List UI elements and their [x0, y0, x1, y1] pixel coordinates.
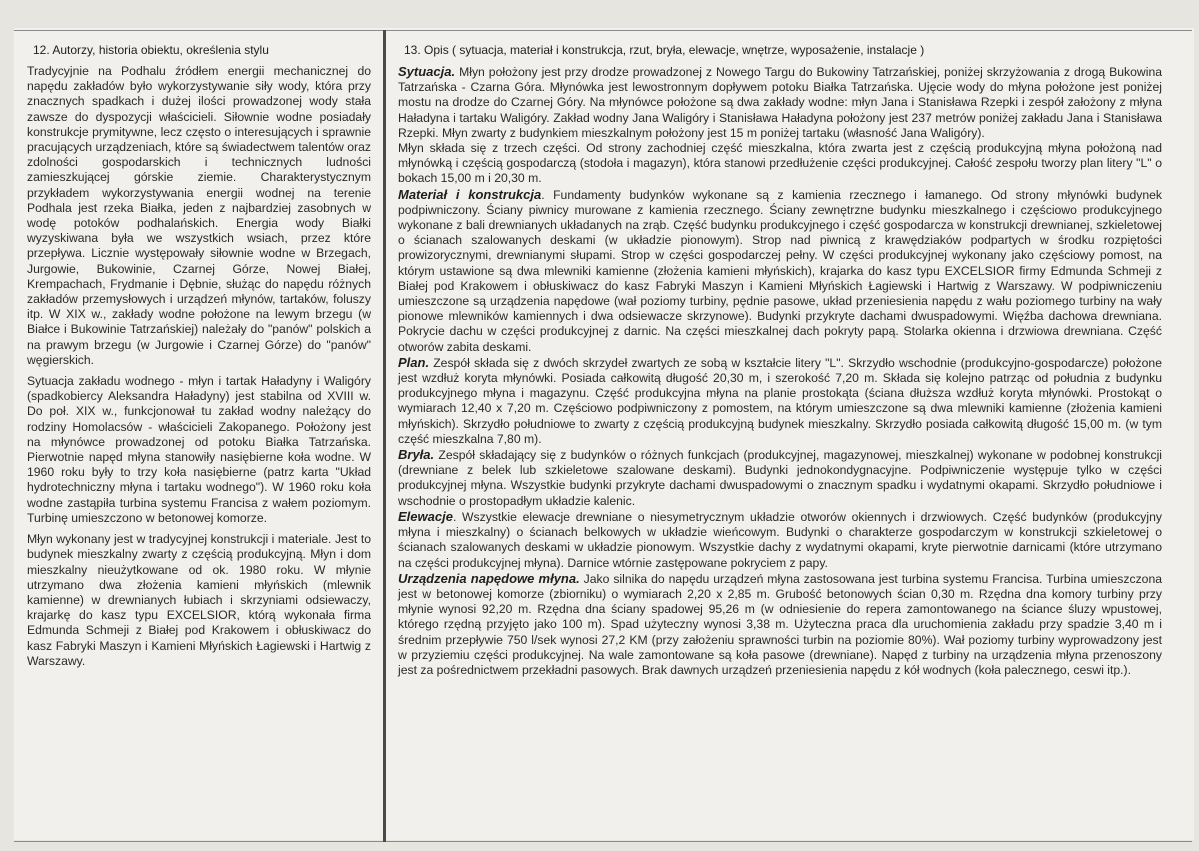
left-body [27, 64, 371, 669]
bottom-rule [14, 841, 1192, 842]
top-rule [14, 30, 1192, 31]
section-label-plan: Plan. [398, 354, 430, 370]
right-body [398, 64, 1162, 678]
section-label-material: Materiał i konstrukcja [398, 186, 542, 202]
left-paragraph-1: Tradycyjnie na Podhalu źródłem energii mechanicznej do napędu zakładów było wykorzystywanie siły wody, która przy znacznych spadkach i dużej ilości prowadzonej wody stała zawsze do dyspozycji właścicieli. Siłownie wodne posiadały konstrukcje prymitywne, lecz często o interesujących i sprawnie pracujących urządzeniach, które są świadectwem talentów oraz zdolności gospodarskich i technicznych ludności zamieszkującej górskie ziemie. Charakterystycznym przykładem wykorzystywania energii wodnej na terenie Podhala jest rzeka Białka, jeden z najbardziej zasobnych w wodę potoków podhalańskich. Energia wody Białki wyzyskiwana była we wszystkich wsiach, przez które przepływa. Licznie występowały siłownie wodne w Brzegach, Jurgowie, Bukowinie, Czarnej Górze, Nowej Białej, Krempachach, Frydmanie i Dębnie, służąc do napędu różnych zakładów przemysłowych i urządzeń młynów, tartaków, foluszy itp. W XIX w., zakłady wodne położone na lewym brzegu (w Białce i Bukowinie Tatrzańskiej) należały do "panów" polskich a na prawym brzegu (w Jurgowie i Czarnej Górze) do "panów" węgierskich. [27, 64, 371, 367]
section-label-sytuacja: Sytuacja. [398, 64, 456, 79]
left-heading: 12. Autorzy, historia obiektu, określenia stylu [33, 43, 269, 57]
section-label-urzadzenia: Urządzenia napędowe młyna. [398, 570, 580, 586]
section-label-elewacje: Elewacje [398, 508, 453, 524]
section-material [398, 187, 1162, 355]
section-urzadzenia [398, 571, 1162, 678]
right-column [398, 40, 1162, 678]
left-paragraph-3: Młyn wykonany jest w tradycyjnej konstrukcji i materiale. Jest to budynek mieszkalny zwarty z częścią produkcyjną. Młyn i dom mieszkalny nieużytkowane od ok. 1980 roku. W młynie utrzymano dwa złożenia kamieni młyńskich (mlewnik kamienne) w drewnianych łubiach i skrzyniami odsiewaczy, krajarkę do kasz typu EXCELSIOR, którą wykonała firma Edmunda Schmeji z Białej pod Krakowem i obłuskiwacz do kasz Fabryki Maszyn i Kamieni Młyńskich Łagiewski i Hartwig z Warszawy. [27, 532, 371, 668]
section-label-bryla: Bryła. [398, 447, 435, 463]
section-sytuacja [398, 64, 1162, 141]
plan-text: Zespół składa się z dwóch skrzydeł zwartych ze sobą w kształcie litery "L". Skrzydło wschodnie (produkcyjno-gospodarcze) położone jest wzdłuż koryta młynówki. Posiada całkowitą długość 20,30 m, i szerokość 7,20 m. Składa się kolejno patrząc od południa z budynku produkcyjnego młyna i magazynu. Część produkcyjna młyna na planie prostokąta (ściana dłuższa wzdłuż koryta młynówki. Prostokąt o wymiarach 12,40 x 7,20 m. Częściowo podpiwniczony z pomostem, na którym umieszczone są dwa mlewniki kamienne (złożenia kamieni młyńskich). Skrzydło południowe to zwarty z częścią produkcyjną budynek mieszkalny. Skrzydło posiada całkowitą długość 15,00 m. (w tym część mieszkalna 7,80 m). [398, 355, 1162, 446]
material-text: . Fundamenty budynków wykonane są z kamienia rzecznego i łamanego. Od strony młynówki budynek podpiwniczony. Ściany piwnicy murowane z kamienia rzecznego. Ściany zewnętrzne budynku mieszkalnego i częściowo produkcyjnego wykonane z bali drewnianych układanych na zrąb. Część budynku produkcyjnego i część gospodarcza w konstrukcji drewnianej, szkieletowej o ścianach szalowanych deskami (w układzie pionowym). Strop nad piwnicą z krawędziaków podpartych w środku rozpiętości prowizorycznymi, drewnianymi słupami. Strop w części gospodarczej pełny. W części produkcyjnej wykonany jako częściowy pomost, na którym ustawione są dwa mlewniki kamienne (złożenia kamieni młyńskich), krajarka do kasz typu EXCELSIOR firmy Edmunda Schmeji z Białej pod Krakowem i obłuskiwacz do kasz Fabryki Maszyn i Kamieni Młyńskich Łagiewski i Hartwig z Warszawy. W podpiwniczeniu umieszczone są urządzenia napędowe (wał poziomy turbiny, pędnie pasowe, układ przeniesienia napędu z wału poziomego turbiny na wały pionowe mlewników kamiennych i dwa odsiewacze skrzynowe). Budynki przykryte dachami dwuspadowymi. Więźba dachowa drewniana. Pokrycie dachu w części produkcyjnej z darnic. Na części mieszkalnej dach pokryty papą. Stolarka okienna i drzwiowa drewniana. Część otworów zabita deskami. [398, 187, 1162, 354]
left-paragraph-2: Sytuacja zakładu wodnego - młyn i tartak Haładyny i Waligóry (spadkobiercy Aleksandra Haładyny) jest stabilna od XVIII w. Do poł. XIX w., funkcjonował tu zakład wodny należący do rodziny Homolacsów - właścicieli Zakopanego. Położony jest na młynówce prowadzonej od potoku Białka Tatrzańska. Pierwotnie napęd młyna stanowiły nasiębierne koła wodne. W 1960 roku były to trzy koła nasiębierne (patrz karta "Układ hydrotechniczny młyna i tartaku wodnego"). W 1960 roku koła wodne zastąpiła turbina systemu Francisa z wałem poziomym. Turbinę umieszczono w betonowej komorze. [27, 374, 371, 525]
section-sytuacja-cont: Młyn składa się z trzech części. Od strony zachodniej część mieszkalna, która zwarta jest z częścią produkcyjną młyna położoną nad młynówką i częścią gospodarczą (stodoła i magazyn), która stanowi przedłużenie części produkcyjnej. Całość zespołu tworzy plan litery "L" o bokach 15,00 m i 20,30 m. [398, 141, 1162, 186]
section-bryla [398, 447, 1162, 509]
right-heading: 13. Opis ( sytuacja, materiał i konstrukcja, rzut, bryła, elewacje, wnętrze, wyposażenie, instalacje ) [404, 43, 925, 57]
elewacje-text: . Wszystkie elewacje drewniane o niesymetrycznym układzie otworów okiennych i drzwiowych. Część budynków (produkcyjny młyna i mieszkalny) o ścianach belkowych w układzie wieńcowym. Budynki o charakterze gospodarczym w konstrukcji szkieletowej o ścianach szalowanych deskami w układzie pionowym. Wszystkie dachy z wydatnymi okapami, kryte pierwotnie darnicami (które utrzymano na części produkcyjnej młyna). Darnice wtórnie zastępowane pokryciem z papy. [398, 509, 1162, 570]
column-divider [383, 30, 386, 842]
section-plan [398, 355, 1162, 447]
section-elewacje [398, 509, 1162, 571]
left-column [27, 40, 371, 675]
bryla-text: Zespół składający się z budynków o różnych funkcjach (produkcyjnej, magazynowej, mieszkalnej) wykonane w podobnej konstrukcji (drewniane z belek lub szkieletowe szalowane deskami). Budynki jednokondygnacyjne. Podpiwniczenie występuje tylko w części produkcyjnej młyna. Wszystkie budynki przykryte dachami dwuspadowymi o znacznym spadku i wydatnymi okapami. Skrzydło południowe i wschodnie o prostopadłym układzie kalenic. [398, 448, 1162, 508]
urzadzenia-text: Jako silnika do napędu urządzeń młyna zastosowana jest turbina systemu Francisa. Turbina umieszczona jest w betonowej komorze (zbiorniku) o wymiarach 2,20 x 2,85 m. Grubość betonowych ścian 0,30 m. Rzędna dna komory turbiny przy młynie wynosi 92,20 m. Rzędna dna ściany spadowej 95,26 m (w odniesienie do repera zamontowanego na ściance śluzy wpustowej, którego rzędną przyjęto jako 100 m). Spad użyteczny wynosi 3,38 m. Użyteczna praca dla uruchomienia zakładu przy spadzie 3,40 m i średnim przepływie 750 l/sek wynosi 27,2 KM (przy założeniu sprawności turbin na poziomie 80%). Wał poziomy turbiny wyprowadzony jest w przyziemiu części produkcyjnej. Na wale zamontowane są koła pasowe (drewniane). Napęd z turbiny na urządzenia młyna przenoszony jest za pośrednictwem przekładni pasowych. Brak dawnych urządzeń przeniesienia napędu z kół wodnych (koła palecznego, ceswi itp.). [398, 571, 1163, 677]
sytuacja-text-1: Młyn położony jest przy drodze prowadzonej z Nowego Targu do Bukowiny Tatrzańskiej, poniżej skrzyżowania z drogą Bukowina Tatrzańska - Czarna Góra. Młynówka jest lewostronnym dopływem potoku Białka Tatrzańska. Ujęcie wody do młyna położone jest poniżej mostu na drodze do Czarnej Góry. Na młynówce położone są dwa zakłady wodne: młyn Jana i Stanisława Rzepki i zespół założony z młyna Haładyna i tartaku Waligóry. Zakład wodny Jana Waligóry i Stanisława Haładyna położony jest 237 metrów poniżej zakładu Jana i Stanisława Rzepki. Młyn zwarty z budynkiem mieszkalnym położony jest 15 m poniżej tartaku (własność Jana Waligóry). [398, 65, 1162, 140]
